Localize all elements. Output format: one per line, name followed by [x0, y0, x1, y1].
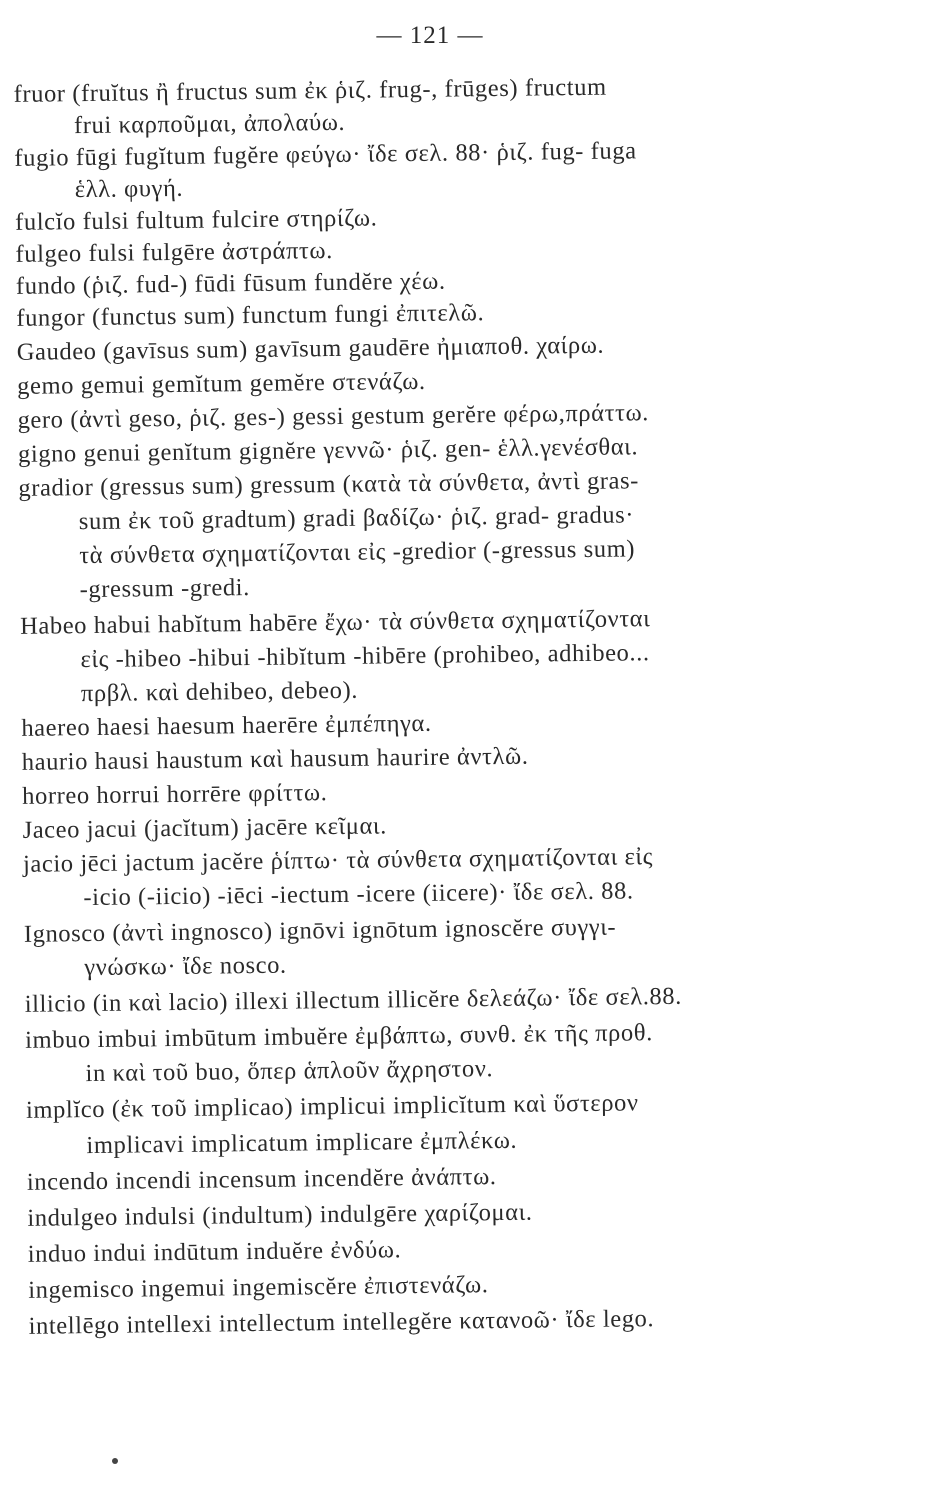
entry-line: implicavi implicatum implicare ἐμπλέκω.	[86, 1126, 518, 1160]
entry-line: gero (ἀντὶ geso, ῥιζ. ges-) gessi gestum gerĕre φέρω,πράττω.	[17, 399, 650, 434]
entry-line: ingemisco ingemui ingemiscĕre ἐπιστενάζω.	[28, 1271, 489, 1304]
entry-line: Ignosco (ἀντὶ ingnosco) ignōvi ignōtum ignoscĕre συγγι-	[23, 913, 617, 948]
entry-line: fulcĭo fulsi fultum fulcire στηρίζω.	[15, 204, 378, 236]
entry-line: implĭco (ἐκ τοῦ implicao) implicui implicĭtum καὶ ὕστερον	[25, 1089, 639, 1124]
entry-line: in καὶ τοῦ buo, ὅπερ ἁπλοῦν ἄχρηστον.	[85, 1055, 494, 1088]
entry-line: gigno genui genĭtum gignĕre γεννῶ· ῥιζ. gen- ἑλλ.γενέσθαι.	[17, 433, 639, 468]
entry-line: Jaceo jacui (jacĭtum) jacēre κεῖμαι.	[22, 812, 388, 844]
entry-line: fulgeo fulsi fulgēre ἀστράπτω.	[15, 237, 334, 268]
entry-line: fugio fūgi fugĭtum fugĕre φεύγω· ἴδε σελ. 88· ῥιζ. fug- fuga	[14, 137, 637, 172]
dictionary-entries	[0, 72, 923, 1340]
entry-line: εἰς -hibeo -hibui -hibĭtum -hibēre (prohibeo, adhibeo...	[80, 639, 650, 674]
entry-line: illicio (in καὶ lacio) illexi illectum illicĕre δελεάζω· ἴδε σελ.88.	[24, 982, 683, 1018]
entry-line: πρβλ. καὶ dehibeo, debeo).	[80, 676, 359, 708]
entry-line: Gaudeo (gavīsus sum) gavīsum gaudēre ἠμιαποθ. χαίρω.	[16, 331, 605, 366]
entry-line: -icio (-iicio) -iēci -iectum -icere (iicere)· ἴδε σελ. 88.	[83, 877, 634, 912]
entry-line: jacio jēci jactum jacĕre ῥίπτω· τὰ σύνθετα σχηματίζονται εἰς	[22, 843, 654, 878]
entry-line: ἑλλ. φυγή.	[74, 174, 184, 204]
entry-line: -gressum -gredi.	[79, 574, 250, 604]
entry-line: Habeo habui habĭtum habēre ἔχω· τὰ σύνθετα σχηματίζονται	[19, 605, 651, 640]
entry-line: sum ἐκ τοῦ gradtum) gradi βαδίζω· ῥιζ. grad- gradus·	[78, 501, 635, 536]
entry-line: fundo (ῥιζ. fud-) fūdi fūsum fundĕre χέω.	[15, 267, 446, 300]
entry-line: fungor (functus sum) functum fungi ἐπιτελῶ.	[16, 299, 485, 332]
bullet-mark	[112, 1458, 118, 1464]
entry-line: γνώσκω· ἴδε nosco.	[84, 951, 287, 982]
entry-line: fruor (fruĭtus ἢ fructus sum ἐκ ῥιζ. frug-, frūges) fructum	[13, 73, 607, 108]
entry-line: haurio hausi haustum καὶ hausum haurire ἀντλῶ.	[21, 742, 529, 776]
entry-line: gemo gemui gemĭtum gemĕre στενάζω.	[17, 367, 426, 400]
entry-line: imbuo imbui imbūtum imbuĕre ἐμβάπτω, συνθ. ἐκ τῆς προθ.	[25, 1019, 653, 1054]
entry-line: haereo haesi haesum haerēre ἐμπέπηγα.	[21, 709, 432, 742]
entry-line: incendo incendi incensum incendĕre ἀνάπτω.	[26, 1163, 497, 1196]
entry-line: gradior (gressus sum) gressum (κατὰ τὰ σύνθετα, ἀντὶ gras-	[18, 467, 640, 502]
entry-line: intellēgo intellexi intellectum intellegĕre κατανοῶ· ἴδε lego.	[28, 1305, 655, 1340]
entry-line: frui καρποῦμαι, ἀπολαύω.	[73, 108, 346, 140]
entry-line: horreo horrui horrēre φρίττω.	[22, 779, 328, 810]
page-number: — 121 —	[376, 22, 484, 49]
entry-line: τὰ σύνθετα σχηματίζονται εἰς -gredior (-gressus sum)	[79, 535, 636, 570]
entry-line: indulgeo indulsi (indultum) indulgēre χαρίζομαι.	[27, 1198, 533, 1232]
entry-line: induo indui indūtum induĕre ἐνδύω.	[27, 1236, 402, 1268]
